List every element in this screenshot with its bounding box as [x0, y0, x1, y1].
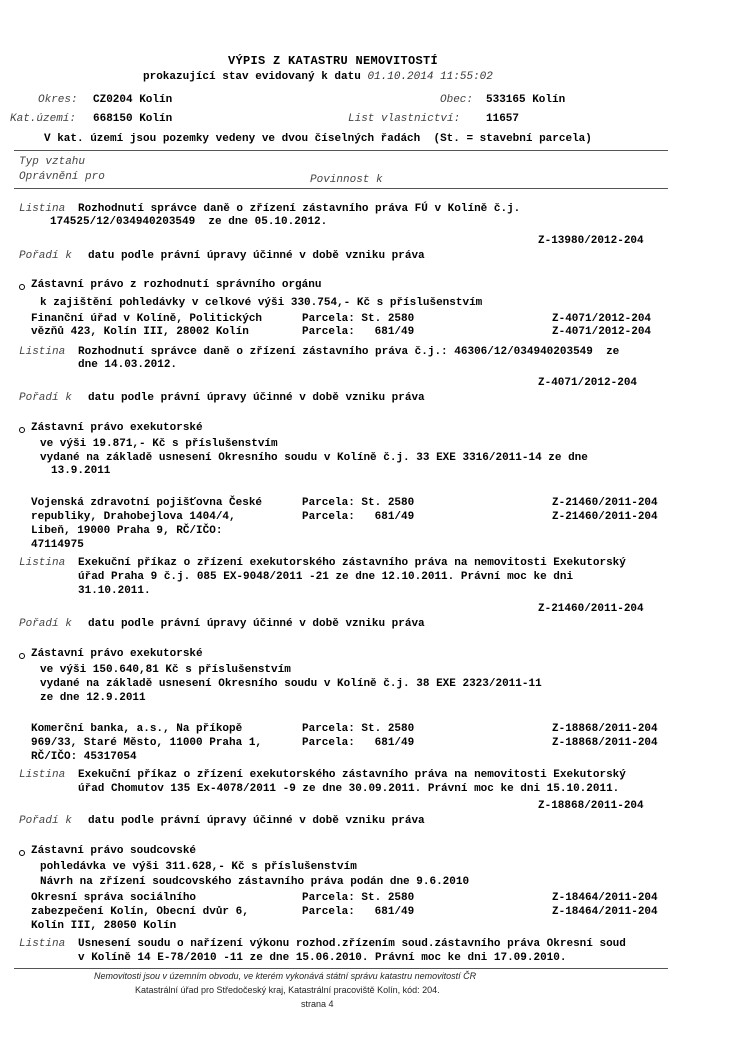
footer-line2: Katastrální úřad pro Středočeský kraj, Katastrální pracoviště Kolín, kód: 204. — [135, 985, 440, 995]
block4-creditor1: Komerční banka, a.s., Na příkopě — [31, 723, 243, 735]
block4-heading: Zástavní právo exekutorské — [31, 648, 203, 660]
block5-parcel1: Parcela: St. 2580 — [302, 892, 415, 904]
block4-sub1: ve výši 150.640,81 Kč s příslušenstvím — [40, 664, 291, 676]
listina-label: Listina — [19, 346, 66, 358]
block2-heading: Zástavní právo z rozhodnutí správního orgánu — [31, 279, 322, 291]
block2-listina-line1: Rozhodnutí správce daně o zřízení zástavního práva č.j.: 46306/12/034940203549 ze — [78, 346, 620, 358]
block4-parcel2: Parcela: 681/49 — [302, 737, 415, 749]
block4-parcel1: Parcela: St. 2580 — [302, 723, 415, 735]
block5-sub1: pohledávka ve výši 311.628,- Kč s příslušenstvím — [40, 861, 357, 873]
block3-sub1: ve výši 19.871,- Kč s příslušenstvím — [40, 438, 278, 450]
subtitle — [143, 71, 493, 84]
footer-line1: Nemovitosti jsou v územním obvodu, ve kterém vykonává státní správu katastru nemovitostí ČR — [94, 971, 477, 981]
block4-listina-line2: úřad Chomutov 135 Ex-4078/2011 -9 ze dne 30.09.2011. Právní moc ke dni 15.10.2011. — [78, 783, 620, 795]
block4-sub3: ze dne 12.9.2011 — [40, 692, 146, 704]
listina-label: Listina — [19, 938, 66, 950]
page-title: VÝPIS Z KATASTRU NEMOVITOSTÍ — [228, 54, 439, 68]
col-typ-vztahu: Typ vztahu — [19, 156, 86, 168]
block5-creditor1: Okresní správa sociálního — [31, 892, 197, 904]
bullet-icon — [19, 284, 25, 290]
block5-zref1: Z-18464/2011-204 — [552, 892, 658, 904]
poradi-text: datu podle právní úpravy účinné v době vzniku práva — [88, 618, 425, 630]
footer-rule — [14, 968, 668, 969]
block2-sub1: k zajištění pohledávky v celkové výši 330.754,- Kč s příslušenstvím — [40, 297, 483, 309]
block5-listina-line1: Usnesení soudu o nařízení výkonu rozhod.zřízením soud.zástavního práva Okresní soud — [78, 938, 626, 950]
block4-listina-line1: Exekuční příkaz o zřízení exekutorského zástavního práva na nemovitosti Exekutorský — [78, 769, 626, 781]
col-opravneni-pro: Oprávnění pro — [19, 171, 105, 183]
block5-parcel2: Parcela: 681/49 — [302, 906, 415, 918]
bullet-icon — [19, 427, 25, 433]
poradi-label: Pořadí k — [19, 815, 72, 827]
lv-label: List vlastnictví: — [348, 113, 461, 125]
page-number: strana 4 — [301, 999, 334, 1009]
block3-creditor2: republiky, Drahobejlova 1404/4, — [31, 511, 236, 523]
block4-creditor2: 969/33, Staré Město, 11000 Praha 1, — [31, 737, 263, 749]
block4-zref1: Z-18868/2011-204 — [552, 723, 658, 735]
block3-heading: Zástavní právo exekutorské — [31, 422, 203, 434]
block2-zref2: Z-4071/2012-204 — [552, 326, 652, 338]
block3-sub2: vydané na základě usnesení Okresního soudu v Kolíně č.j. 33 EXE 3316/2011-14 ze dne — [40, 452, 588, 464]
poradi-text: datu podle právní úpravy účinné v době vzniku práva — [88, 250, 425, 262]
listina-label: Listina — [19, 203, 66, 215]
poradi-label: Pořadí k — [19, 392, 72, 404]
bullet-icon — [19, 653, 25, 659]
block5-creditor2: zabezpečení Kolín, Obecní dvůr 6, — [31, 906, 249, 918]
block3-creditor1: Vojenská zdravotní pojišťovna České — [31, 497, 263, 509]
block5-heading: Zástavní právo soudcovské — [31, 845, 197, 857]
katuzemi-label: Kat.území: — [10, 113, 77, 125]
katuzemi-value: 668150 Kolín — [93, 113, 173, 125]
listina-label: Listina — [19, 557, 66, 569]
obec-value: 533165 Kolín — [486, 94, 566, 106]
poradi-text: datu podle právní úpravy účinné v době vzniku práva — [88, 392, 425, 404]
block2-creditor1: Finanční úřad v Kolíně, Politických — [31, 313, 263, 325]
obec-label: Obec: — [440, 94, 474, 106]
block4-creditor3: RČ/IČO: 45317054 — [31, 751, 137, 763]
block5-listina-line2: v Kolíně 14 E-78/2010 -11 ze dne 15.06.2010. Právní moc ke dni 17.09.2010. — [78, 952, 567, 964]
columns-rule — [14, 188, 668, 189]
block2-parcel2: Parcela: 681/49 — [302, 326, 415, 338]
col-povinnost-k: Povinnost k — [310, 174, 383, 186]
block2-parcel1: Parcela: St. 2580 — [302, 313, 415, 325]
poradi-label: Pořadí k — [19, 250, 72, 262]
block3-listina-line1: Exekuční příkaz o zřízení exekutorského zástavního práva na nemovitosti Exekutorský — [78, 557, 626, 569]
block5-creditor3: Kolín III, 28050 Kolín — [31, 920, 177, 932]
block3-listina-line2: úřad Praha 9 č.j. 085 EX-9048/2011 -21 ze dne 12.10.2011. Právní moc ke dni — [78, 571, 574, 583]
block3-listina-line3: 31.10.2011. — [78, 585, 151, 597]
block3-parcel2: Parcela: 681/49 — [302, 511, 415, 523]
block2-zref1: Z-4071/2012-204 — [552, 313, 652, 325]
subtitle-prefix: prokazující stav evidovaný k datu — [143, 71, 361, 83]
block4-sub2: vydané na základě usnesení Okresního soudu v Kolíně č.j. 38 EXE 2323/2011-11 — [40, 678, 542, 690]
block1-listina-zref: Z-13980/2012-204 — [538, 235, 644, 247]
subtitle-date: 01.10.2014 11:55:02 — [367, 71, 493, 83]
block2-creditor2: vězňů 423, Kolín III, 28002 Kolín — [31, 326, 249, 338]
block3-creditor3: Libeň, 19000 Praha 9, RČ/IČO: — [31, 525, 223, 537]
block2-listina-line2: dne 14.03.2012. — [78, 359, 178, 371]
poradi-label: Pořadí k — [19, 618, 72, 630]
block3-sub3: 13.9.2011 — [51, 465, 111, 477]
block4-zref2: Z-18868/2011-204 — [552, 737, 658, 749]
lv-value: 11657 — [486, 113, 520, 125]
block5-sub2: Návrh na zřízení soudcovského zástavního práva podán dne 9.6.2010 — [40, 876, 470, 888]
block3-zref1: Z-21460/2011-204 — [552, 497, 658, 509]
parcel-note: V kat. území jsou pozemky vedeny ve dvou číselných řadách (St. = stavební parcela) — [44, 133, 592, 145]
listina-label: Listina — [19, 769, 66, 781]
block3-zref2: Z-21460/2011-204 — [552, 511, 658, 523]
header-rule — [14, 150, 668, 151]
okres-value: CZ0204 Kolín — [93, 94, 173, 106]
block3-parcel1: Parcela: St. 2580 — [302, 497, 415, 509]
okres-label: Okres: — [38, 94, 78, 106]
poradi-text: datu podle právní úpravy účinné v době vzniku práva — [88, 815, 425, 827]
block4-listina-zref: Z-18868/2011-204 — [538, 800, 644, 812]
bullet-icon — [19, 850, 25, 856]
block1-listina-line2: 174525/12/034940203549 ze dne 05.10.2012. — [50, 216, 328, 228]
block3-listina-zref: Z-21460/2011-204 — [538, 603, 644, 615]
block3-creditor4: 47114975 — [31, 539, 84, 551]
block1-listina-line1: Rozhodnutí správce daně o zřízení zástavního práva FÚ v Kolíně č.j. — [78, 203, 521, 215]
block2-listina-zref: Z-4071/2012-204 — [538, 377, 638, 389]
block5-zref2: Z-18464/2011-204 — [552, 906, 658, 918]
